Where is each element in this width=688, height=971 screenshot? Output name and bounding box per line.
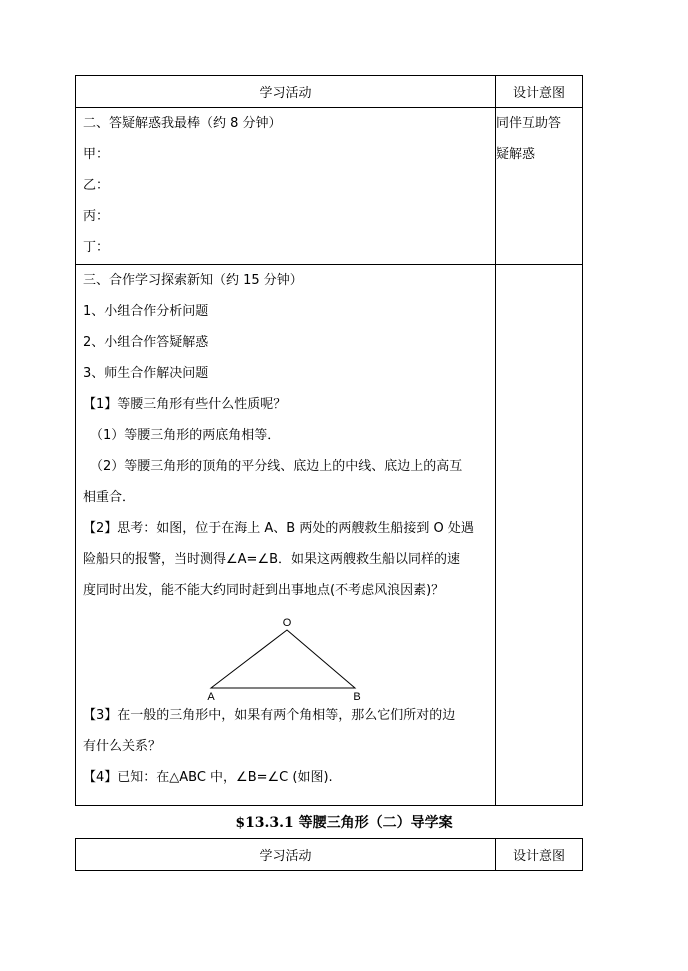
section-2-title: 二、答疑解惑我最棒（约 8 分钟） xyxy=(83,116,282,131)
question-1: 【1】等腰三角形有些什么性质呢？ xyxy=(83,397,287,412)
doc-title: $13.3.1 等腰三角形（二）导学案 xyxy=(235,815,453,831)
question-3-line-2: 有什么关系？ xyxy=(83,739,162,754)
learning-table xyxy=(75,75,583,806)
step-3: 3、师生合作解决问题 xyxy=(83,366,209,381)
question-3-line-1: 【3】在一般的三角形中，如果有两个角相等，那么它们所对的边 xyxy=(83,708,456,723)
header-activity: 学习活动 xyxy=(76,76,496,108)
triangle-diagram xyxy=(76,606,495,700)
answer-line-jia: 甲： xyxy=(83,147,110,162)
answer-line-ding: 丁： xyxy=(83,240,110,255)
learning-table-2 xyxy=(75,838,583,871)
triangle-svg xyxy=(76,606,495,700)
header-intent: 设计意图 xyxy=(496,839,583,871)
triangle-shape xyxy=(211,630,355,688)
intent-line: 疑解惑 xyxy=(496,147,536,162)
answer-line-yi: 乙： xyxy=(83,178,110,193)
question-2-line-2: 险船只的报警，当时测得∠A=∠B．如果这两艘救生船以同样的速 xyxy=(83,552,461,567)
label-o: O xyxy=(282,617,292,629)
question-2-line-3: 度同时出发，能不能大约同时赶到出事地点(不考虑风浪因素)？ xyxy=(83,583,445,598)
header-activity: 学习活动 xyxy=(76,839,496,871)
step-1: 1、小组合作分析问题 xyxy=(83,304,209,319)
section-2-intent xyxy=(496,108,583,265)
section-3-intent xyxy=(496,265,583,806)
label-b: B xyxy=(353,691,361,700)
step-2: 2、小组合作答疑解惑 xyxy=(83,335,209,350)
section-3-cell xyxy=(76,265,496,806)
intent-line: 同伴互助答 xyxy=(496,116,562,131)
property-1: （1）等腰三角形的两底角相等． xyxy=(90,428,281,443)
question-2-line-1: 【2】思考：如图，位于在海上 A、B 两处的两艘救生船接到 O 处遇 xyxy=(83,521,474,536)
label-a: A xyxy=(207,691,215,700)
property-2: （2）等腰三角形的顶角的平分线、底边上的中线、底边上的高互 xyxy=(90,459,463,474)
answer-line-bing: 丙： xyxy=(83,209,110,224)
section-3-title: 三、合作学习探索新知（约 15 分钟） xyxy=(83,273,303,288)
question-4: 【4】已知：在△ABC 中，∠B=∠C (如图). xyxy=(83,770,333,785)
section-2-cell xyxy=(76,108,496,265)
header-intent: 设计意图 xyxy=(496,76,583,108)
property-2-cont: 相重合． xyxy=(83,490,136,505)
